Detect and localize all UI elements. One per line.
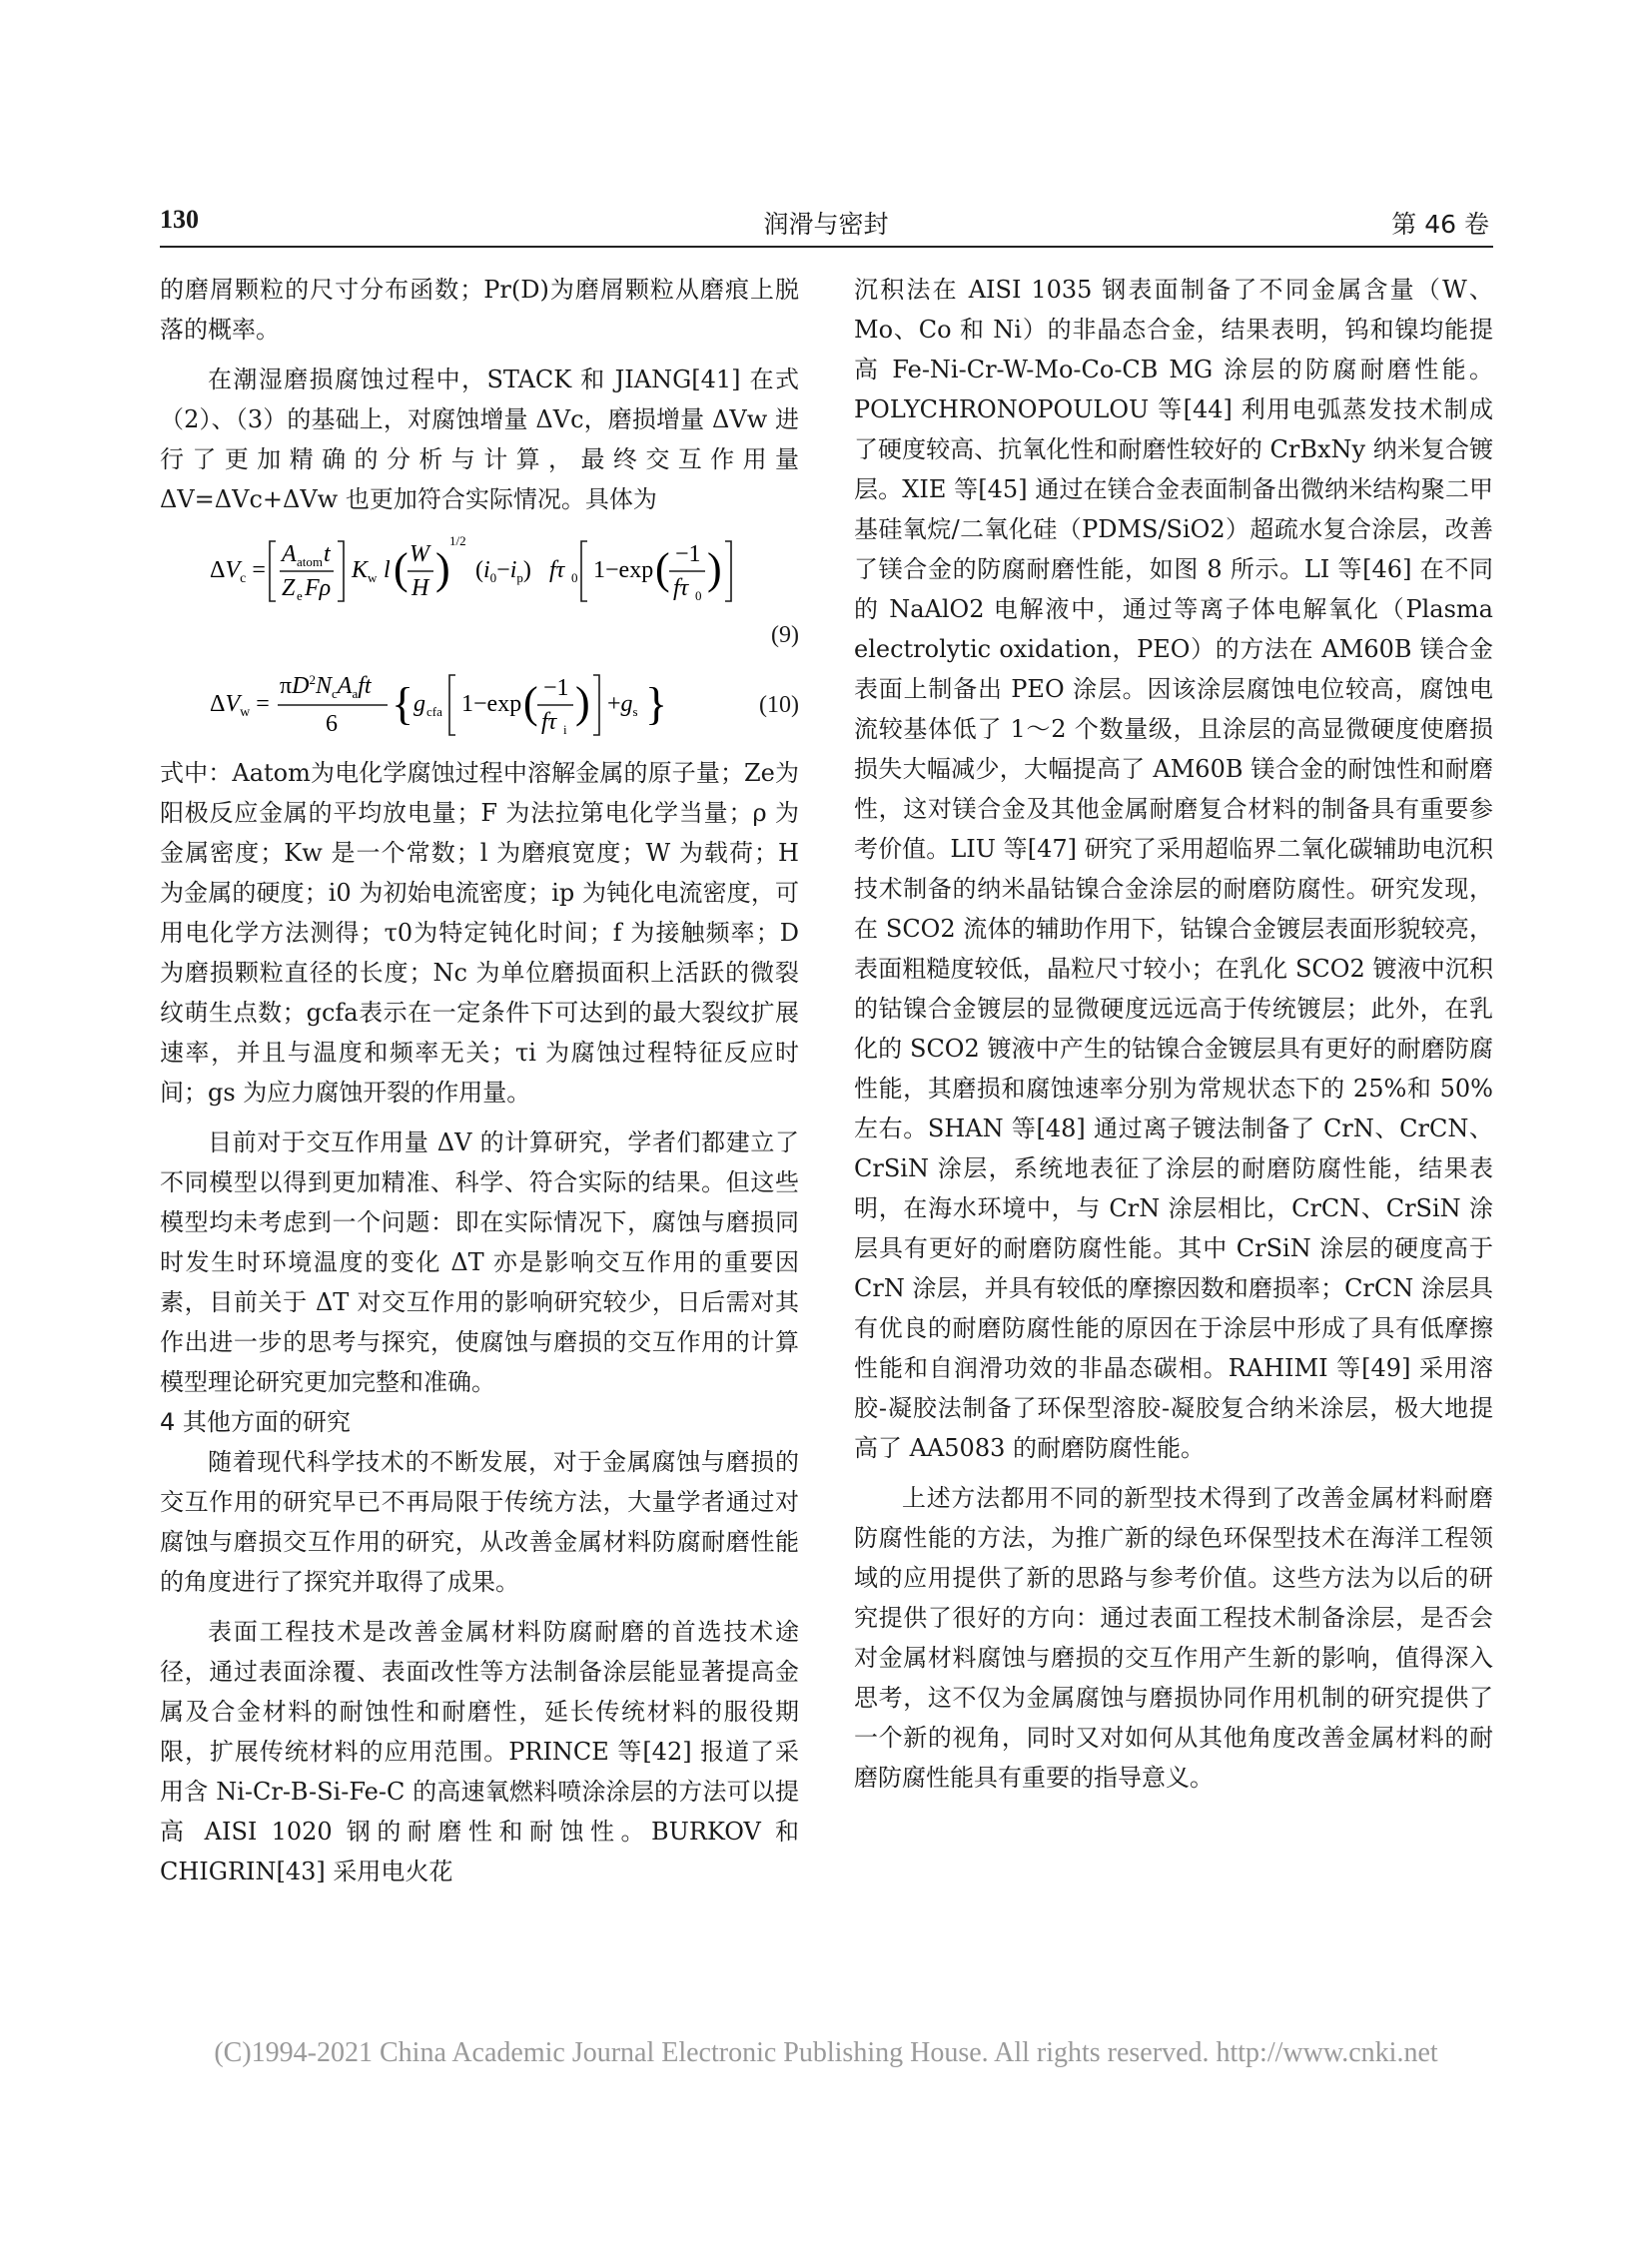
svg-text:+gs: $+g_s$: [607, 691, 638, 719]
paragraph: 在潮湿磨损腐蚀过程中，STACK 和 JIANG[41] 在式（2）、（3）的基础上，对腐蚀增量 ΔVc，磨损增量 ΔVw 进行了更加精确的分析与计算，最终交互作用量 ΔV=ΔVc+ΔVw 也更加符合实际情况。具体为: [160, 366, 799, 513]
equation-10: [160, 659, 799, 751]
svg-text:t: t: [324, 541, 331, 567]
copyright-footer: (C)1994-2021 China Academic Journal Electronic Publishing House. All rights reserved. http://www.cnki.net: [214, 2037, 1438, 2068]
svg-text:i: i: [563, 722, 567, 737]
svg-text:1−exp: 1−exp: [461, 691, 522, 717]
svg-text:W: W: [410, 541, 429, 567]
page-number: 130: [160, 205, 199, 234]
svg-text:cfa: cfa: [426, 704, 442, 719]
paragraph: 随着现代科学技术的不断发展，对于金属腐蚀与磨损的交互作用的研究早已不再局限于传统方法，大量学者通过对腐蚀与磨损交互作用的研究，从改善金属材料防腐耐磨性能的角度进行了探究并取得了成果。: [160, 1448, 799, 1596]
svg-text:0: 0: [695, 588, 702, 603]
paragraph: 上述方法都用不同的新型技术得到了改善金属材料耐磨防腐性能的方法，为推广新的绿色环保型技术在海洋工程领域的应用提供了新的思路与参考价值。这些方法为以后的研究提供了很好的方向：通过表面工程技术制备涂层，是否会对金属材料腐蚀与磨损的交互作用产生新的影响，值得深入思考，这不仅为金属腐蚀与磨损协同作用机制的研究提供了一个新的视角，同时又对如何从其他角度改善金属材料的耐磨防腐性能具有重要的指导意义。: [854, 1484, 1493, 1792]
paragraph: 的磨屑颗粒的尺寸分布函数；Pr(D)为磨屑颗粒从磨痕上脱落的概率。: [160, 276, 799, 344]
svg-text:e: e: [297, 588, 303, 603]
svg-text:): ): [575, 678, 590, 727]
svg-text:ΔVc =: $\Delta V_c$ =: [210, 557, 266, 586]
svg-text:(: (: [394, 544, 409, 593]
svg-text:H: H: [412, 575, 429, 601]
equation-9-formula: [210, 525, 769, 617]
svg-text:atom: atom: [297, 554, 323, 569]
equation-9: [160, 525, 799, 653]
svg-text:1/2: 1/2: [449, 533, 466, 548]
svg-text:(i0−ip): $(i_0-i_p)$: [475, 557, 531, 585]
volume-label: 第 46 卷: [1391, 210, 1489, 239]
equation-10-number: (10): [759, 692, 799, 718]
section-heading: 4 其他方面的研究: [160, 1408, 351, 1436]
svg-text:(: (: [523, 678, 538, 727]
svg-text:1−exp: 1−exp: [593, 557, 654, 583]
svg-text:ΔVw =: $\Delta V_w$ =: [210, 691, 270, 720]
svg-text:}: }: [645, 678, 668, 729]
svg-text:6: 6: [326, 711, 338, 737]
equation-9-number: (9): [771, 622, 799, 648]
paragraph: 目前对于交互作用量 ΔV 的计算研究，学者们都建立了不同模型以得到更加精准、科学、符合实际的结果。但这些模型均未考虑到一个问题：即在实际情况下，腐蚀与磨损同时发生时环境温度的变化 ΔT 亦是影响交互作用的重要因素，目前关于 ΔT 对交互作用的影响研究较少，日后需对其作出进一步的思考与探究，使腐蚀与磨损的交互作用的计算模型理论研究更加完整和准确。: [160, 1128, 799, 1396]
svg-text:{: {: [392, 678, 414, 729]
svg-text:): ): [707, 544, 722, 593]
svg-text:Fρ: Fρ: [305, 575, 332, 601]
header-rule: [160, 246, 1493, 248]
svg-text:Z: Z: [282, 575, 296, 601]
svg-text:fτ: fτ: [541, 709, 557, 735]
svg-text:fτ: fτ: [549, 557, 565, 583]
svg-text:(: (: [655, 544, 670, 593]
svg-text:−1: −1: [543, 675, 569, 701]
svg-text:): ): [435, 544, 450, 593]
paragraph: 表面工程技术是改善金属材料防腐耐磨的首选技术途径，通过表面涂覆、表面改性等方法制备涂层能显著提高金属及合金材料的耐蚀性和耐磨性，延长传统材料的服役期限，扩展传统材料的应用范围。PRINCE 等[42] 报道了采用含 Ni-Cr-B-Si-Fe-C 的高速氧燃料喷涂涂层的方法可以提高 AISI 1020 钢的耐磨性和耐蚀性。BURKOV 和 CHIGRIN[43] 采用电火花: [160, 1618, 799, 1885]
svg-text:l: l: [384, 557, 391, 583]
journal-title: 润滑与密封: [763, 210, 889, 239]
right-column: [854, 270, 1493, 1798]
svg-text:πD2NcAaft: $\pi D^2N_cA_aft$: [280, 672, 372, 701]
svg-text:w: w: [368, 570, 378, 585]
paragraph: 式中：Aatom为电化学腐蚀过程中溶解金属的原子量；Ze为阳极反应金属的平均放电量；F 为法拉第电化学当量；ρ 为金属密度；Kw 是一个常数；l 为磨痕宽度；W 为载荷；H 为金属的硬度；i0 为初始电流密度；ip 为钝化电流密度，可用电化学方法测得；τ0为特定钝化时间；f 为接触频率；D 为磨损颗粒直径的长度；Nc 为单位磨损面积上活跃的微裂纹萌生点数；gcfa表示在一定条件下可达到的最大裂纹扩展速率，并且与温度和频率无关；τi 为腐蚀过程特征反应时间；gs 为应力腐蚀开裂的作用量。: [160, 759, 799, 1107]
svg-text:0: 0: [571, 570, 578, 585]
equation-10-formula: [210, 659, 729, 751]
svg-text:g: g: [413, 691, 425, 717]
left-column: [160, 270, 799, 1891]
paragraph: 沉积法在 AISI 1035 钢表面制备了不同金属含量（W、Mo、Co 和 Ni）的非晶态合金，结果表明，钨和镍均能提高 Fe-Ni-Cr-W-Mo-Co-CB MG 涂层的防腐耐磨性能。POLYCHRONOPOULOU 等[44] 利用电弧蒸发技术制成了硬度较高、抗氧化性和耐磨性较好的 CrBxNy 纳米复合镀层。XIE 等[45] 通过在镁合金表面制备出微纳米结构聚二甲基硅氧烷/二氧化硅（PDMS/SiO2）超疏水复合涂层，改善了镁合金的防腐耐磨性能，如图 8 所示。LI 等[46] 在不同的 NaAlO2 电解液中，通过等离子体电解氧化（Plasma electrolytic oxidation，PEO）的方法在 AM60B 镁合金表面上制备出 PEO 涂层。因该涂层腐蚀电位较高，腐蚀电流较基体低了 1～2 个数量级，且涂层的高显微硬度使磨损损失大幅减少，大幅提高了 AM60B 镁合金的耐蚀性和耐磨性，这对镁合金及其他金属耐磨复合材料的制备具有重要参考价值。LIU 等[47] 研究了采用超临界二氧化碳辅助电沉积技术制备的纳米晶钴镍合金涂层的耐磨防腐性。研究发现，在 SCO2 流体的辅助作用下，钴镍合金镀层表面形貌较亮，表面粗糙度较低，晶粒尺寸较小；在乳化 SCO2 镀液中沉积的钴镍合金镀层的显微硬度远远高于传统镀层；此外，在乳化的 SCO2 镀液中产生的钴镍合金镀层具有更好的耐磨防腐性能，其磨损和腐蚀速率分别为常规状态下的 25%和 50%左右。SHAN 等[48] 通过离子镀法制备了 CrN、CrCN、CrSiN 涂层，系统地表征了涂层的耐磨防腐性能，结果表明，在海水环境中，与 CrN 涂层相比，CrCN、CrSiN 涂层具有更好的耐磨防腐性能。其中 CrSiN 涂层的硬度高于 CrN 涂层，并具有较低的摩擦因数和磨损率；CrCN 涂层具有优良的耐磨防腐性能的原因在于涂层中形成了具有低摩擦性能和自润滑功效的非晶态碳相。RAHIMI 等[49] 采用溶胶-凝胶法制备了环保型溶胶-凝胶复合纳米涂层，极大地提高了 AA5083 的耐磨防腐性能。: [854, 276, 1493, 1462]
svg-text:K: K: [352, 557, 369, 583]
svg-text:−1: −1: [675, 541, 701, 567]
svg-text:A: A: [282, 541, 297, 567]
svg-text:fτ: fτ: [673, 575, 689, 601]
